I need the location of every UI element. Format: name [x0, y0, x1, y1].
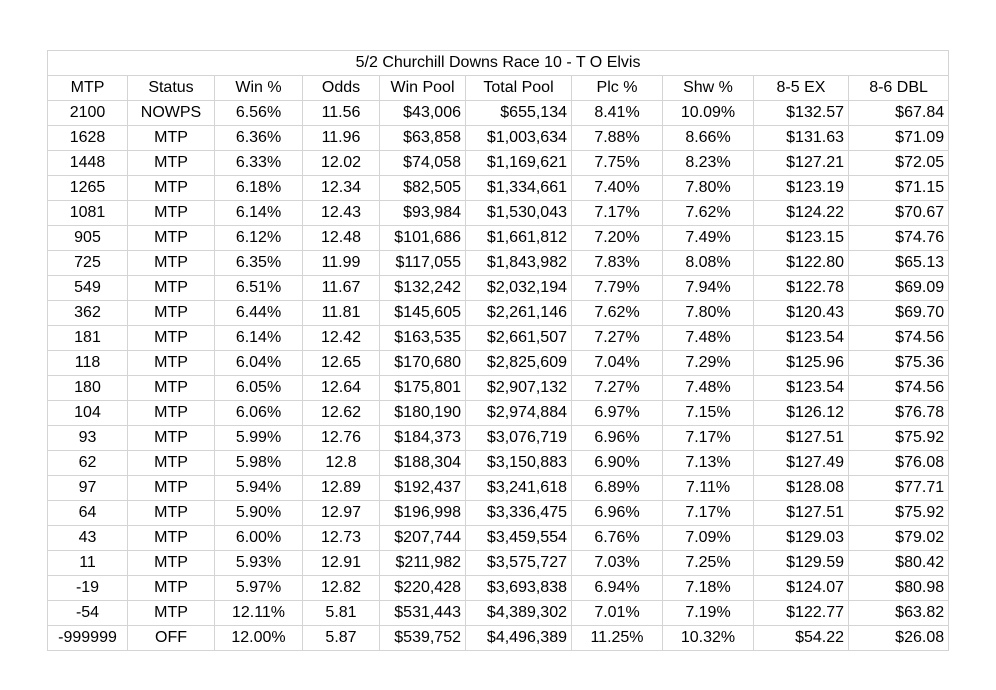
table-cell: MTP [128, 526, 215, 551]
table-cell: $196,998 [380, 501, 466, 526]
table-row [48, 126, 949, 151]
table-cell: 12.91 [303, 551, 380, 576]
table-cell: 7.94% [663, 276, 754, 301]
table-cell: 104 [48, 401, 128, 426]
table-cell: $120.43 [754, 301, 849, 326]
table-cell: $3,575,727 [466, 551, 572, 576]
table-cell: $2,261,146 [466, 301, 572, 326]
table-cell: $74.56 [849, 376, 949, 401]
table-cell: MTP [128, 501, 215, 526]
table-cell: $211,982 [380, 551, 466, 576]
table-row [48, 326, 949, 351]
table-row [48, 176, 949, 201]
table-cell: 181 [48, 326, 128, 351]
table-cell: MTP [128, 451, 215, 476]
table-row [48, 351, 949, 376]
table-cell: 11.67 [303, 276, 380, 301]
table-cell: $77.71 [849, 476, 949, 501]
table-cell: 11.25% [572, 626, 663, 651]
table-cell: 7.80% [663, 176, 754, 201]
table-row [48, 376, 949, 401]
table-cell: $76.08 [849, 451, 949, 476]
table-cell: $74.76 [849, 226, 949, 251]
table-cell: $2,661,507 [466, 326, 572, 351]
table-cell: $74,058 [380, 151, 466, 176]
table-cell: 549 [48, 276, 128, 301]
table-cell: 6.00% [215, 526, 303, 551]
table-cell: $1,169,621 [466, 151, 572, 176]
table-cell: $70.67 [849, 201, 949, 226]
table-cell: 6.12% [215, 226, 303, 251]
table-cell: 97 [48, 476, 128, 501]
table-cell: 7.01% [572, 601, 663, 626]
table-cell: -999999 [48, 626, 128, 651]
table-cell: 8.41% [572, 101, 663, 126]
table-cell: 725 [48, 251, 128, 276]
table-cell: $220,428 [380, 576, 466, 601]
table-cell: $145,605 [380, 301, 466, 326]
table-cell: MTP [128, 126, 215, 151]
table-cell: NOWPS [128, 101, 215, 126]
table-cell: $128.08 [754, 476, 849, 501]
table-cell: MTP [128, 576, 215, 601]
table-cell: 7.25% [663, 551, 754, 576]
table-cell: $127.21 [754, 151, 849, 176]
table-row [48, 501, 949, 526]
table-cell: $3,336,475 [466, 501, 572, 526]
table-cell: $122.80 [754, 251, 849, 276]
table-row [48, 401, 949, 426]
table-cell: 12.82 [303, 576, 380, 601]
table-cell: $539,752 [380, 626, 466, 651]
column-header: Odds [303, 76, 380, 101]
table-cell: 7.11% [663, 476, 754, 501]
table-cell: 7.83% [572, 251, 663, 276]
table-cell: $123.19 [754, 176, 849, 201]
table-cell: 10.32% [663, 626, 754, 651]
table-cell: 7.15% [663, 401, 754, 426]
table-cell: 7.29% [663, 351, 754, 376]
table-cell: 7.48% [663, 326, 754, 351]
table-cell: 362 [48, 301, 128, 326]
table-cell: 5.94% [215, 476, 303, 501]
table-cell: $43,006 [380, 101, 466, 126]
table-cell: 6.56% [215, 101, 303, 126]
table-cell: 12.48 [303, 226, 380, 251]
table-cell: OFF [128, 626, 215, 651]
table-cell: 12.02 [303, 151, 380, 176]
table-cell: 180 [48, 376, 128, 401]
column-header: Plc % [572, 76, 663, 101]
table-cell: $1,530,043 [466, 201, 572, 226]
table-cell: 93 [48, 426, 128, 451]
table-cell: 6.18% [215, 176, 303, 201]
table-cell: $3,150,883 [466, 451, 572, 476]
table-cell: 12.73 [303, 526, 380, 551]
table-cell: $69.70 [849, 301, 949, 326]
table-cell: 5.99% [215, 426, 303, 451]
table-cell: 7.80% [663, 301, 754, 326]
table-cell: MTP [128, 176, 215, 201]
column-header: Win Pool [380, 76, 466, 101]
table-cell: MTP [128, 351, 215, 376]
table-cell: 7.17% [572, 201, 663, 226]
table-cell: MTP [128, 276, 215, 301]
table-cell: 6.89% [572, 476, 663, 501]
table-cell: $1,843,982 [466, 251, 572, 276]
table-cell: $2,907,132 [466, 376, 572, 401]
table-cell: 8.23% [663, 151, 754, 176]
table-cell: 11 [48, 551, 128, 576]
table-cell: $2,974,884 [466, 401, 572, 426]
table-cell: 6.44% [215, 301, 303, 326]
table-cell: $69.09 [849, 276, 949, 301]
table-cell: 6.76% [572, 526, 663, 551]
table-cell: $3,693,838 [466, 576, 572, 601]
table-cell: 6.97% [572, 401, 663, 426]
table-cell: 7.04% [572, 351, 663, 376]
table-cell: MTP [128, 476, 215, 501]
spreadsheet [47, 50, 948, 651]
table-cell: 7.09% [663, 526, 754, 551]
table-row [48, 426, 949, 451]
table-cell: 6.90% [572, 451, 663, 476]
table-cell: $127.51 [754, 501, 849, 526]
table-cell: 7.75% [572, 151, 663, 176]
table-cell: $125.96 [754, 351, 849, 376]
table-cell: 7.03% [572, 551, 663, 576]
table-cell: $75.92 [849, 501, 949, 526]
table-cell: $71.15 [849, 176, 949, 201]
table-cell: $71.09 [849, 126, 949, 151]
table-cell: 12.00% [215, 626, 303, 651]
table-cell: 8.08% [663, 251, 754, 276]
table-cell: 7.17% [663, 426, 754, 451]
table-cell: 7.19% [663, 601, 754, 626]
table-cell: $123.54 [754, 376, 849, 401]
table-cell: 7.88% [572, 126, 663, 151]
table-cell: 7.18% [663, 576, 754, 601]
table-cell: $54.22 [754, 626, 849, 651]
table-cell: $131.63 [754, 126, 849, 151]
table-cell: 6.14% [215, 201, 303, 226]
table-row [48, 226, 949, 251]
column-header: Total Pool [466, 76, 572, 101]
table-cell: 12.89 [303, 476, 380, 501]
table-cell: $123.15 [754, 226, 849, 251]
table-cell: 6.35% [215, 251, 303, 276]
column-header: Status [128, 76, 215, 101]
table-cell: $3,076,719 [466, 426, 572, 451]
table-cell: 7.48% [663, 376, 754, 401]
table-cell: 7.49% [663, 226, 754, 251]
table-cell: 6.04% [215, 351, 303, 376]
table-cell: 2100 [48, 101, 128, 126]
table-cell: $67.84 [849, 101, 949, 126]
table-cell: $129.03 [754, 526, 849, 551]
table-cell: 7.27% [572, 376, 663, 401]
table-cell: $132.57 [754, 101, 849, 126]
table-cell: $192,437 [380, 476, 466, 501]
table-cell: 6.36% [215, 126, 303, 151]
table-cell: $122.77 [754, 601, 849, 626]
table-cell: $1,334,661 [466, 176, 572, 201]
column-header: 8-6 DBL [849, 76, 949, 101]
table-cell: 12.65 [303, 351, 380, 376]
column-header: Win % [215, 76, 303, 101]
table-cell: 64 [48, 501, 128, 526]
table-cell: $4,389,302 [466, 601, 572, 626]
table-cell: $72.05 [849, 151, 949, 176]
table-row [48, 526, 949, 551]
table-cell: MTP [128, 226, 215, 251]
table-cell: $63.82 [849, 601, 949, 626]
table-cell: $3,459,554 [466, 526, 572, 551]
table-cell: $123.54 [754, 326, 849, 351]
table-row [48, 476, 949, 501]
column-header: MTP [48, 76, 128, 101]
table-cell: 5.93% [215, 551, 303, 576]
table-row [48, 301, 949, 326]
table-cell: $3,241,618 [466, 476, 572, 501]
header-row [48, 76, 949, 101]
table-cell: MTP [128, 151, 215, 176]
table-cell: 6.06% [215, 401, 303, 426]
table-cell: $26.08 [849, 626, 949, 651]
table-cell: $75.36 [849, 351, 949, 376]
table-row [48, 201, 949, 226]
table-cell: $1,003,634 [466, 126, 572, 151]
table-cell: 5.90% [215, 501, 303, 526]
table-cell: $124.22 [754, 201, 849, 226]
table-cell: $1,661,812 [466, 226, 572, 251]
table-cell: 6.14% [215, 326, 303, 351]
table-cell: 6.51% [215, 276, 303, 301]
table-row [48, 551, 949, 576]
table-cell: 5.87 [303, 626, 380, 651]
table-cell: 5.98% [215, 451, 303, 476]
table-cell: $79.02 [849, 526, 949, 551]
table-cell: $127.49 [754, 451, 849, 476]
table-cell: 12.43 [303, 201, 380, 226]
table-cell: 6.96% [572, 426, 663, 451]
table-cell: $188,304 [380, 451, 466, 476]
table-cell: 8.66% [663, 126, 754, 151]
table-cell: 6.33% [215, 151, 303, 176]
table-cell: $80.98 [849, 576, 949, 601]
table-cell: $2,032,194 [466, 276, 572, 301]
table-row [48, 251, 949, 276]
table-cell: 118 [48, 351, 128, 376]
table-cell: 11.56 [303, 101, 380, 126]
table-cell: MTP [128, 326, 215, 351]
table-cell: 12.64 [303, 376, 380, 401]
table-row [48, 276, 949, 301]
table-cell: 12.34 [303, 176, 380, 201]
table-title: 5/2 Churchill Downs Race 10 - T O Elvis [48, 51, 949, 76]
table-cell: $163,535 [380, 326, 466, 351]
table-cell: -54 [48, 601, 128, 626]
table-cell: MTP [128, 426, 215, 451]
table-cell: 7.13% [663, 451, 754, 476]
column-header: Shw % [663, 76, 754, 101]
table-cell: $655,134 [466, 101, 572, 126]
table-cell: $127.51 [754, 426, 849, 451]
table-cell: 12.62 [303, 401, 380, 426]
table-cell: 11.81 [303, 301, 380, 326]
table-cell: $170,680 [380, 351, 466, 376]
table-body [48, 101, 949, 651]
table-cell: MTP [128, 551, 215, 576]
table-cell: 7.27% [572, 326, 663, 351]
table-cell: $132,242 [380, 276, 466, 301]
table-cell: $207,744 [380, 526, 466, 551]
table-cell: 6.05% [215, 376, 303, 401]
table-cell: 12.76 [303, 426, 380, 451]
table-cell: $74.56 [849, 326, 949, 351]
table-cell: MTP [128, 401, 215, 426]
table-cell: 905 [48, 226, 128, 251]
table-cell: MTP [128, 201, 215, 226]
table-row [48, 101, 949, 126]
table-cell: 12.8 [303, 451, 380, 476]
table-cell: 1081 [48, 201, 128, 226]
table-cell: $75.92 [849, 426, 949, 451]
table-cell: MTP [128, 251, 215, 276]
table-cell: $531,443 [380, 601, 466, 626]
table-cell: $101,686 [380, 226, 466, 251]
table-cell: 11.96 [303, 126, 380, 151]
table-row [48, 576, 949, 601]
table-cell: 5.81 [303, 601, 380, 626]
table-cell: -19 [48, 576, 128, 601]
table-cell: 11.99 [303, 251, 380, 276]
table-cell: 1265 [48, 176, 128, 201]
table-cell: 10.09% [663, 101, 754, 126]
table-cell: 7.40% [572, 176, 663, 201]
table-row [48, 601, 949, 626]
table-cell: 62 [48, 451, 128, 476]
race-odds-table [47, 50, 949, 651]
table-cell: 12.97 [303, 501, 380, 526]
title-row [48, 51, 949, 76]
table-cell: $122.78 [754, 276, 849, 301]
table-cell: MTP [128, 601, 215, 626]
table-cell: $129.59 [754, 551, 849, 576]
table-cell: $4,496,389 [466, 626, 572, 651]
table-cell: 12.42 [303, 326, 380, 351]
table-cell: 6.94% [572, 576, 663, 601]
table-cell: 6.96% [572, 501, 663, 526]
column-header: 8-5 EX [754, 76, 849, 101]
table-row [48, 451, 949, 476]
table-cell: 7.62% [663, 201, 754, 226]
table-row [48, 626, 949, 651]
table-cell: MTP [128, 376, 215, 401]
table-cell: $82,505 [380, 176, 466, 201]
table-cell: $76.78 [849, 401, 949, 426]
table-cell: 7.62% [572, 301, 663, 326]
table-cell: 5.97% [215, 576, 303, 601]
table-cell: $184,373 [380, 426, 466, 451]
table-row [48, 151, 949, 176]
table-cell: 12.11% [215, 601, 303, 626]
table-cell: 7.20% [572, 226, 663, 251]
table-cell: $117,055 [380, 251, 466, 276]
table-cell: 1628 [48, 126, 128, 151]
table-cell: $180,190 [380, 401, 466, 426]
table-cell: $175,801 [380, 376, 466, 401]
table-cell: 7.17% [663, 501, 754, 526]
table-cell: MTP [128, 301, 215, 326]
table-cell: $2,825,609 [466, 351, 572, 376]
table-cell: 7.79% [572, 276, 663, 301]
table-cell: 43 [48, 526, 128, 551]
table-cell: $124.07 [754, 576, 849, 601]
table-cell: $93,984 [380, 201, 466, 226]
table-cell: $126.12 [754, 401, 849, 426]
table-cell: $80.42 [849, 551, 949, 576]
table-cell: $65.13 [849, 251, 949, 276]
table-cell: 1448 [48, 151, 128, 176]
table-cell: $63,858 [380, 126, 466, 151]
